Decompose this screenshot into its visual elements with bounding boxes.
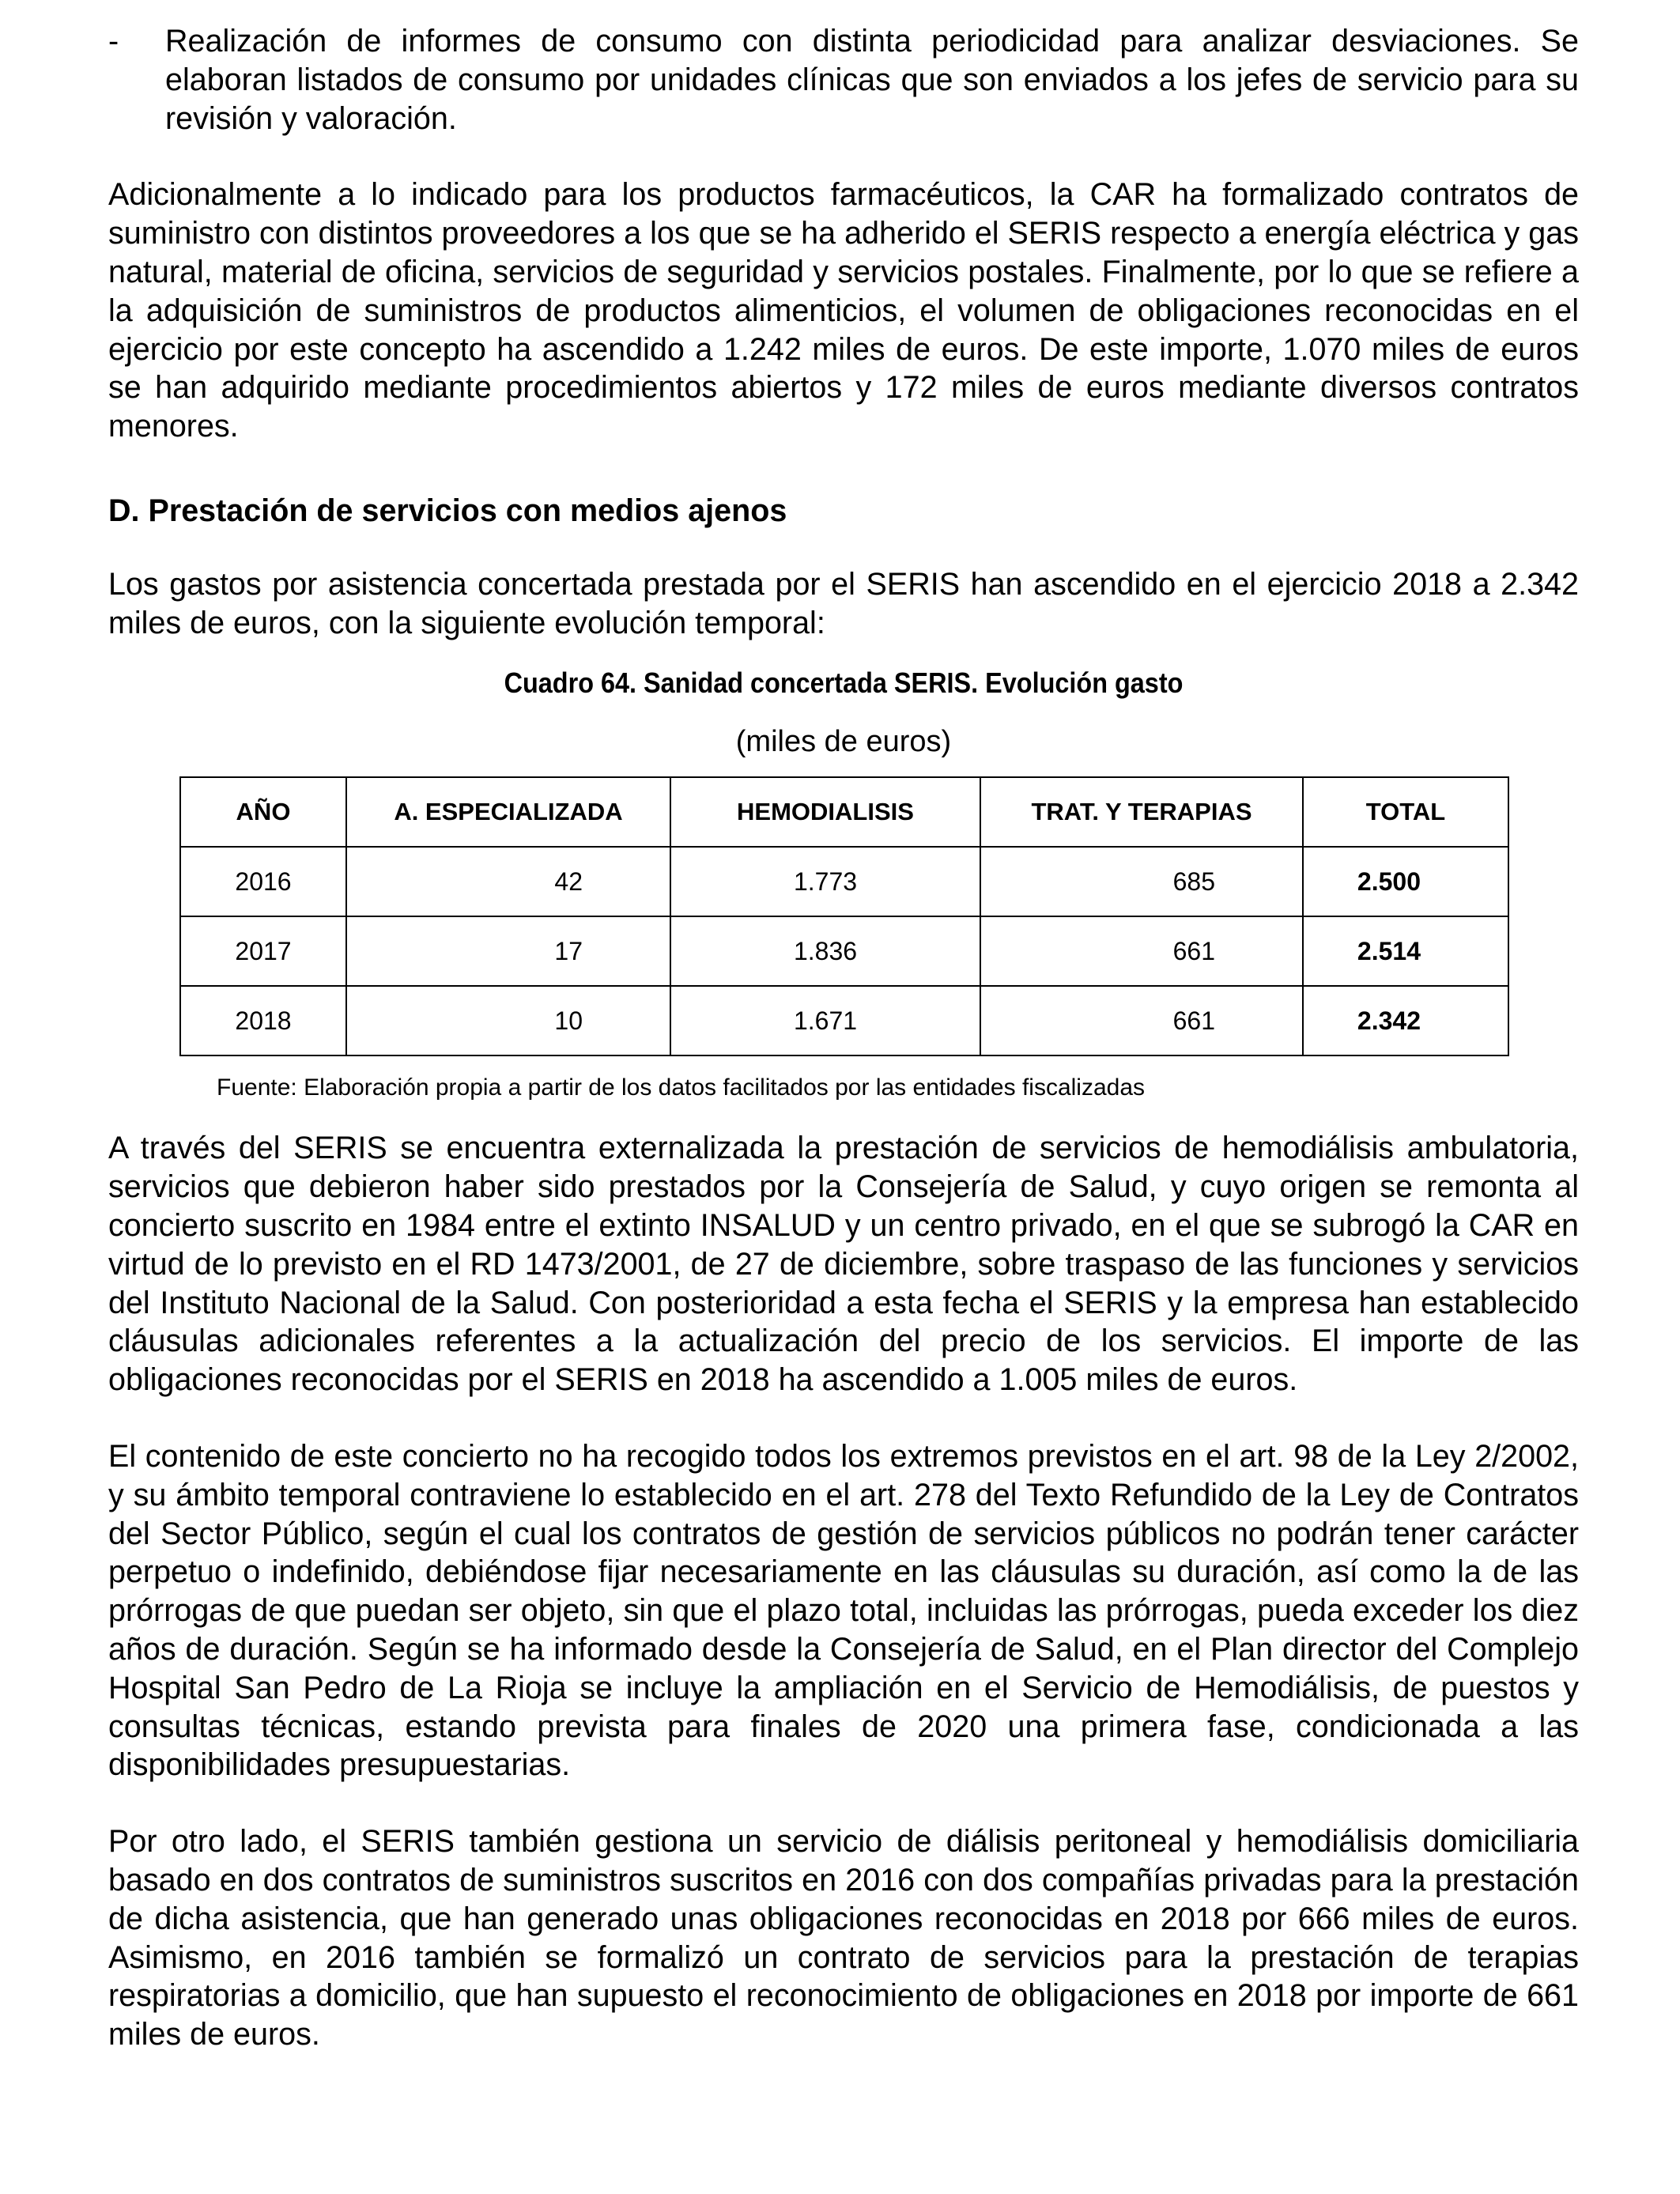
cell-especializada: 10 bbox=[346, 986, 670, 1055]
cell-year: 2016 bbox=[180, 847, 346, 916]
data-table bbox=[179, 776, 1509, 1056]
paragraph-concierto: El contenido de este concierto no ha recogido todos los extremos previstos en el art. 98 de la Ley 2/2002, y su ámbito temporal contraviene lo establecido en el art. 278 del Texto Refundido de la Ley de Contratos del Sector Público, según el cual los contratos de gestión de servicios públicos no podrán tener carácter perpetuo o indefinido, debiéndose fijar necesariamente en las cláusulas su duración, así como la de las prórrogas de que puedan ser objeto, sin que el plazo total, incluidas las prórrogas, pueda exceder los diez años de duración. Según se ha informado desde la Consejería de Salud, en el Plan director del Complejo Hospital San Pedro de La Rioja se incluye la ampliación en el Servicio de Hemodiálisis, de puestos y consultas técnicas, estando prevista para finales de 2020 una primera fase, condicionada a las disponibilidades presupuestarias. bbox=[108, 1438, 1579, 1783]
cell-terapias: 685 bbox=[980, 847, 1303, 916]
table-row bbox=[180, 847, 1508, 916]
cell-hemodialisis: 1.836 bbox=[670, 916, 980, 986]
bullet-item bbox=[108, 22, 1579, 138]
paragraph-hemodialisis: A través del SERIS se encuentra externalizada la prestación de servicios de hemodiálisis ambulatoria, servicios que debieron haber sido prestados por la Consejería de Salud, y cuyo origen se remonta al concierto suscrito en 1984 entre el extinto INSALUD y un centro privado, en el que se subrogó la CAR en virtud de lo previsto en el RD 1473/2001, de 27 de diciembre, sobre traspaso de las funciones y servicios del Instituto Nacional de la Salud. Con posterioridad a esta fecha el SERIS y la empresa han establecido cláusulas adicionales referentes a la actualización del precio de los servicios. El importe de las obligaciones reconocidas por el SERIS en 2018 ha ascendido a 1.005 miles de euros. bbox=[108, 1131, 1579, 1398]
header-cell-especializada: A. ESPECIALIZADA bbox=[346, 777, 670, 847]
cell-hemodialisis: 1.671 bbox=[670, 986, 980, 1055]
section-heading: D. Prestación de servicios con medios ajenos bbox=[108, 493, 787, 528]
table-source-note: Fuente: Elaboración propia a partir de los datos facilitados por las entidades fiscalizadas bbox=[217, 1074, 1146, 1101]
table-header-row bbox=[180, 777, 1508, 847]
paragraph-suministros: Adicionalmente a lo indicado para los productos farmacéuticos, la CAR ha formalizado contratos de suministro con distintos proveedores a los que se ha adherido el SERIS respecto a energía eléctrica y gas natural, material de oficina, servicios de seguridad y servicios postales. Finalmente, por lo que se refiere a la adquisición de suministros de productos alimenticios, el volumen de obligaciones reconocidas en el ejercicio por este concepto ha ascendido a 1.242 miles de euros. De este importe, 1.070 miles de euros se han adquirido mediante procedimientos abiertos y 172 miles de euros mediante diversos contratos menores. bbox=[108, 177, 1579, 444]
cell-especializada: 42 bbox=[346, 847, 670, 916]
header-cell-terapias: TRAT. Y TERAPIAS bbox=[980, 777, 1303, 847]
header-cell-year: AÑO bbox=[180, 777, 346, 847]
bullet-marker: - bbox=[108, 24, 119, 59]
table-units: (miles de euros) bbox=[735, 725, 952, 759]
cell-terapias: 661 bbox=[980, 916, 1303, 986]
cell-total: 2.342 bbox=[1303, 986, 1508, 1055]
cell-especializada: 17 bbox=[346, 916, 670, 986]
document-page bbox=[108, 22, 1579, 2054]
cell-year: 2018 bbox=[180, 986, 346, 1055]
cell-hemodialisis: 1.773 bbox=[670, 847, 980, 916]
bullet-text: Realización de informes de consumo con distinta periodicidad para analizar desviaciones. Se elaboran listados de consumo por unidades clínicas que son enviados a los jefes de servicio para su revisión y valoración. bbox=[165, 24, 1579, 136]
cell-year: 2017 bbox=[180, 916, 346, 986]
table-caption: Cuadro 64. Sanidad concertada SERIS. Evolución gasto bbox=[504, 667, 1184, 700]
cell-total: 2.514 bbox=[1303, 916, 1508, 986]
table-row bbox=[180, 916, 1508, 986]
table-row bbox=[180, 986, 1508, 1055]
cell-terapias: 661 bbox=[980, 986, 1303, 1055]
paragraph-dialisis-domiciliaria: Por otro lado, el SERIS también gestiona un servicio de diálisis peritoneal y hemodiálisis domiciliaria basado en dos contratos de suministros suscritos en 2016 con dos compañías privadas para la prestación de dicha asistencia, que han generado unas obligaciones reconocidas en 2018 por 666 miles de euros. Asimismo, en 2016 también se formalizó un contrato de servicios para la prestación de terapias respiratorias a domicilio, que han supuesto el reconocimiento de obligaciones en 2018 por importe de 661 miles de euros. bbox=[108, 1824, 1579, 2052]
cell-total: 2.500 bbox=[1303, 847, 1508, 916]
header-cell-total: TOTAL bbox=[1303, 777, 1508, 847]
header-cell-hemodialisis: HEMODIALISIS bbox=[670, 777, 980, 847]
paragraph-gastos-asistencia: Los gastos por asistencia concertada prestada por el SERIS han ascendido en el ejercicio 2018 a 2.342 miles de euros, con la siguiente evolución temporal: bbox=[108, 566, 1579, 640]
